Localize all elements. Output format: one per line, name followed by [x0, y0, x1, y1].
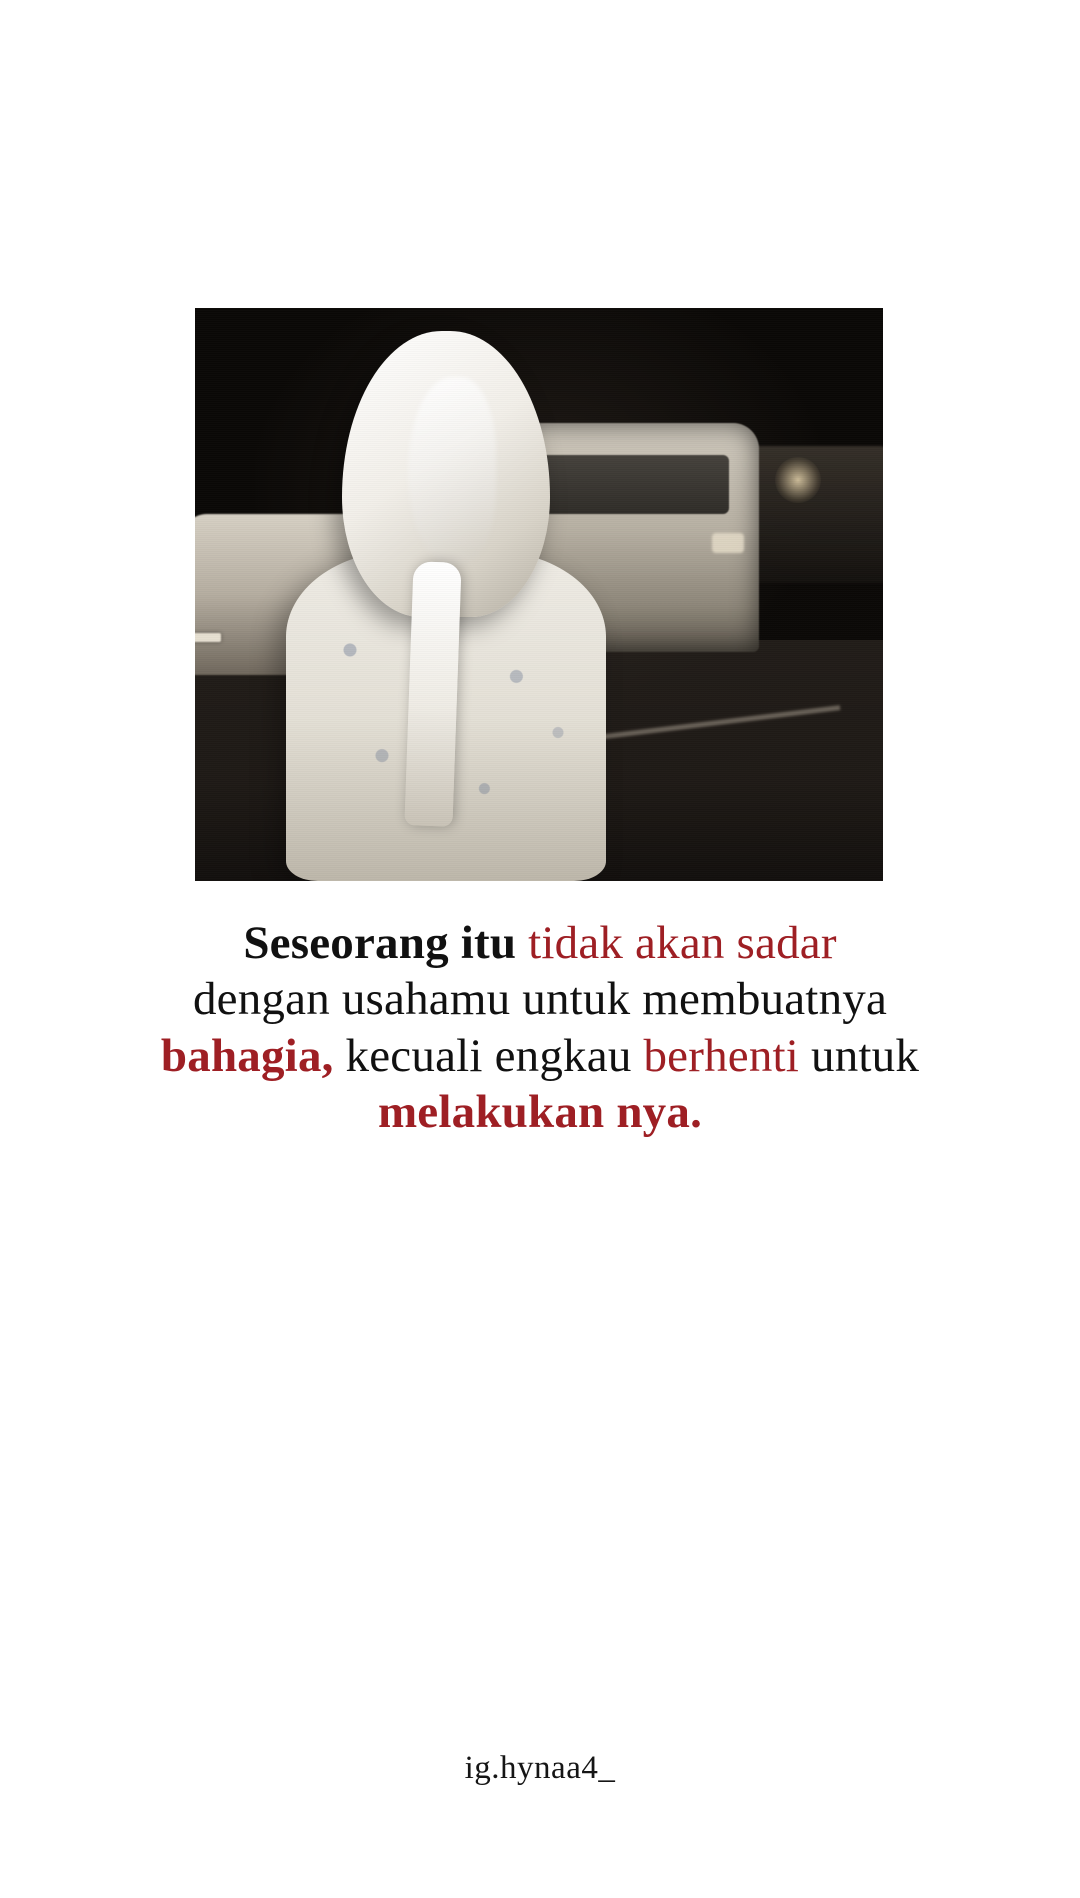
- street-lamp-glow-icon: [775, 457, 821, 503]
- night-photo: [195, 308, 883, 881]
- quote-line-1-highlight: tidak akan sadar: [528, 917, 837, 969]
- quote-text: [90, 915, 990, 1141]
- quote-line-3-plain-1: kecuali engkau: [333, 1029, 644, 1082]
- quote-line-2: dengan usahamu untuk membuatnya: [192, 973, 888, 1026]
- scarf-tail: [404, 561, 461, 827]
- quote-line-1-plain: Seseorang itu: [243, 917, 529, 969]
- quote-line-4: melakukan nya.: [377, 1086, 703, 1139]
- photo-container: [195, 308, 883, 881]
- quote-line-3-plain-2: untuk: [799, 1029, 920, 1082]
- quote-line-1: [90, 915, 990, 971]
- woman-figure: [264, 331, 636, 881]
- instagram-handle: ig.hynaa4_: [464, 1750, 616, 1786]
- van-taillight: [712, 533, 744, 554]
- quote-line-3: [90, 1028, 990, 1084]
- quote-line-3-highlight-1: bahagia,: [160, 1029, 334, 1082]
- hijab-fold: [408, 377, 495, 566]
- license-plate: [195, 633, 221, 642]
- quote-line-3-highlight-2: berhenti: [643, 1029, 800, 1082]
